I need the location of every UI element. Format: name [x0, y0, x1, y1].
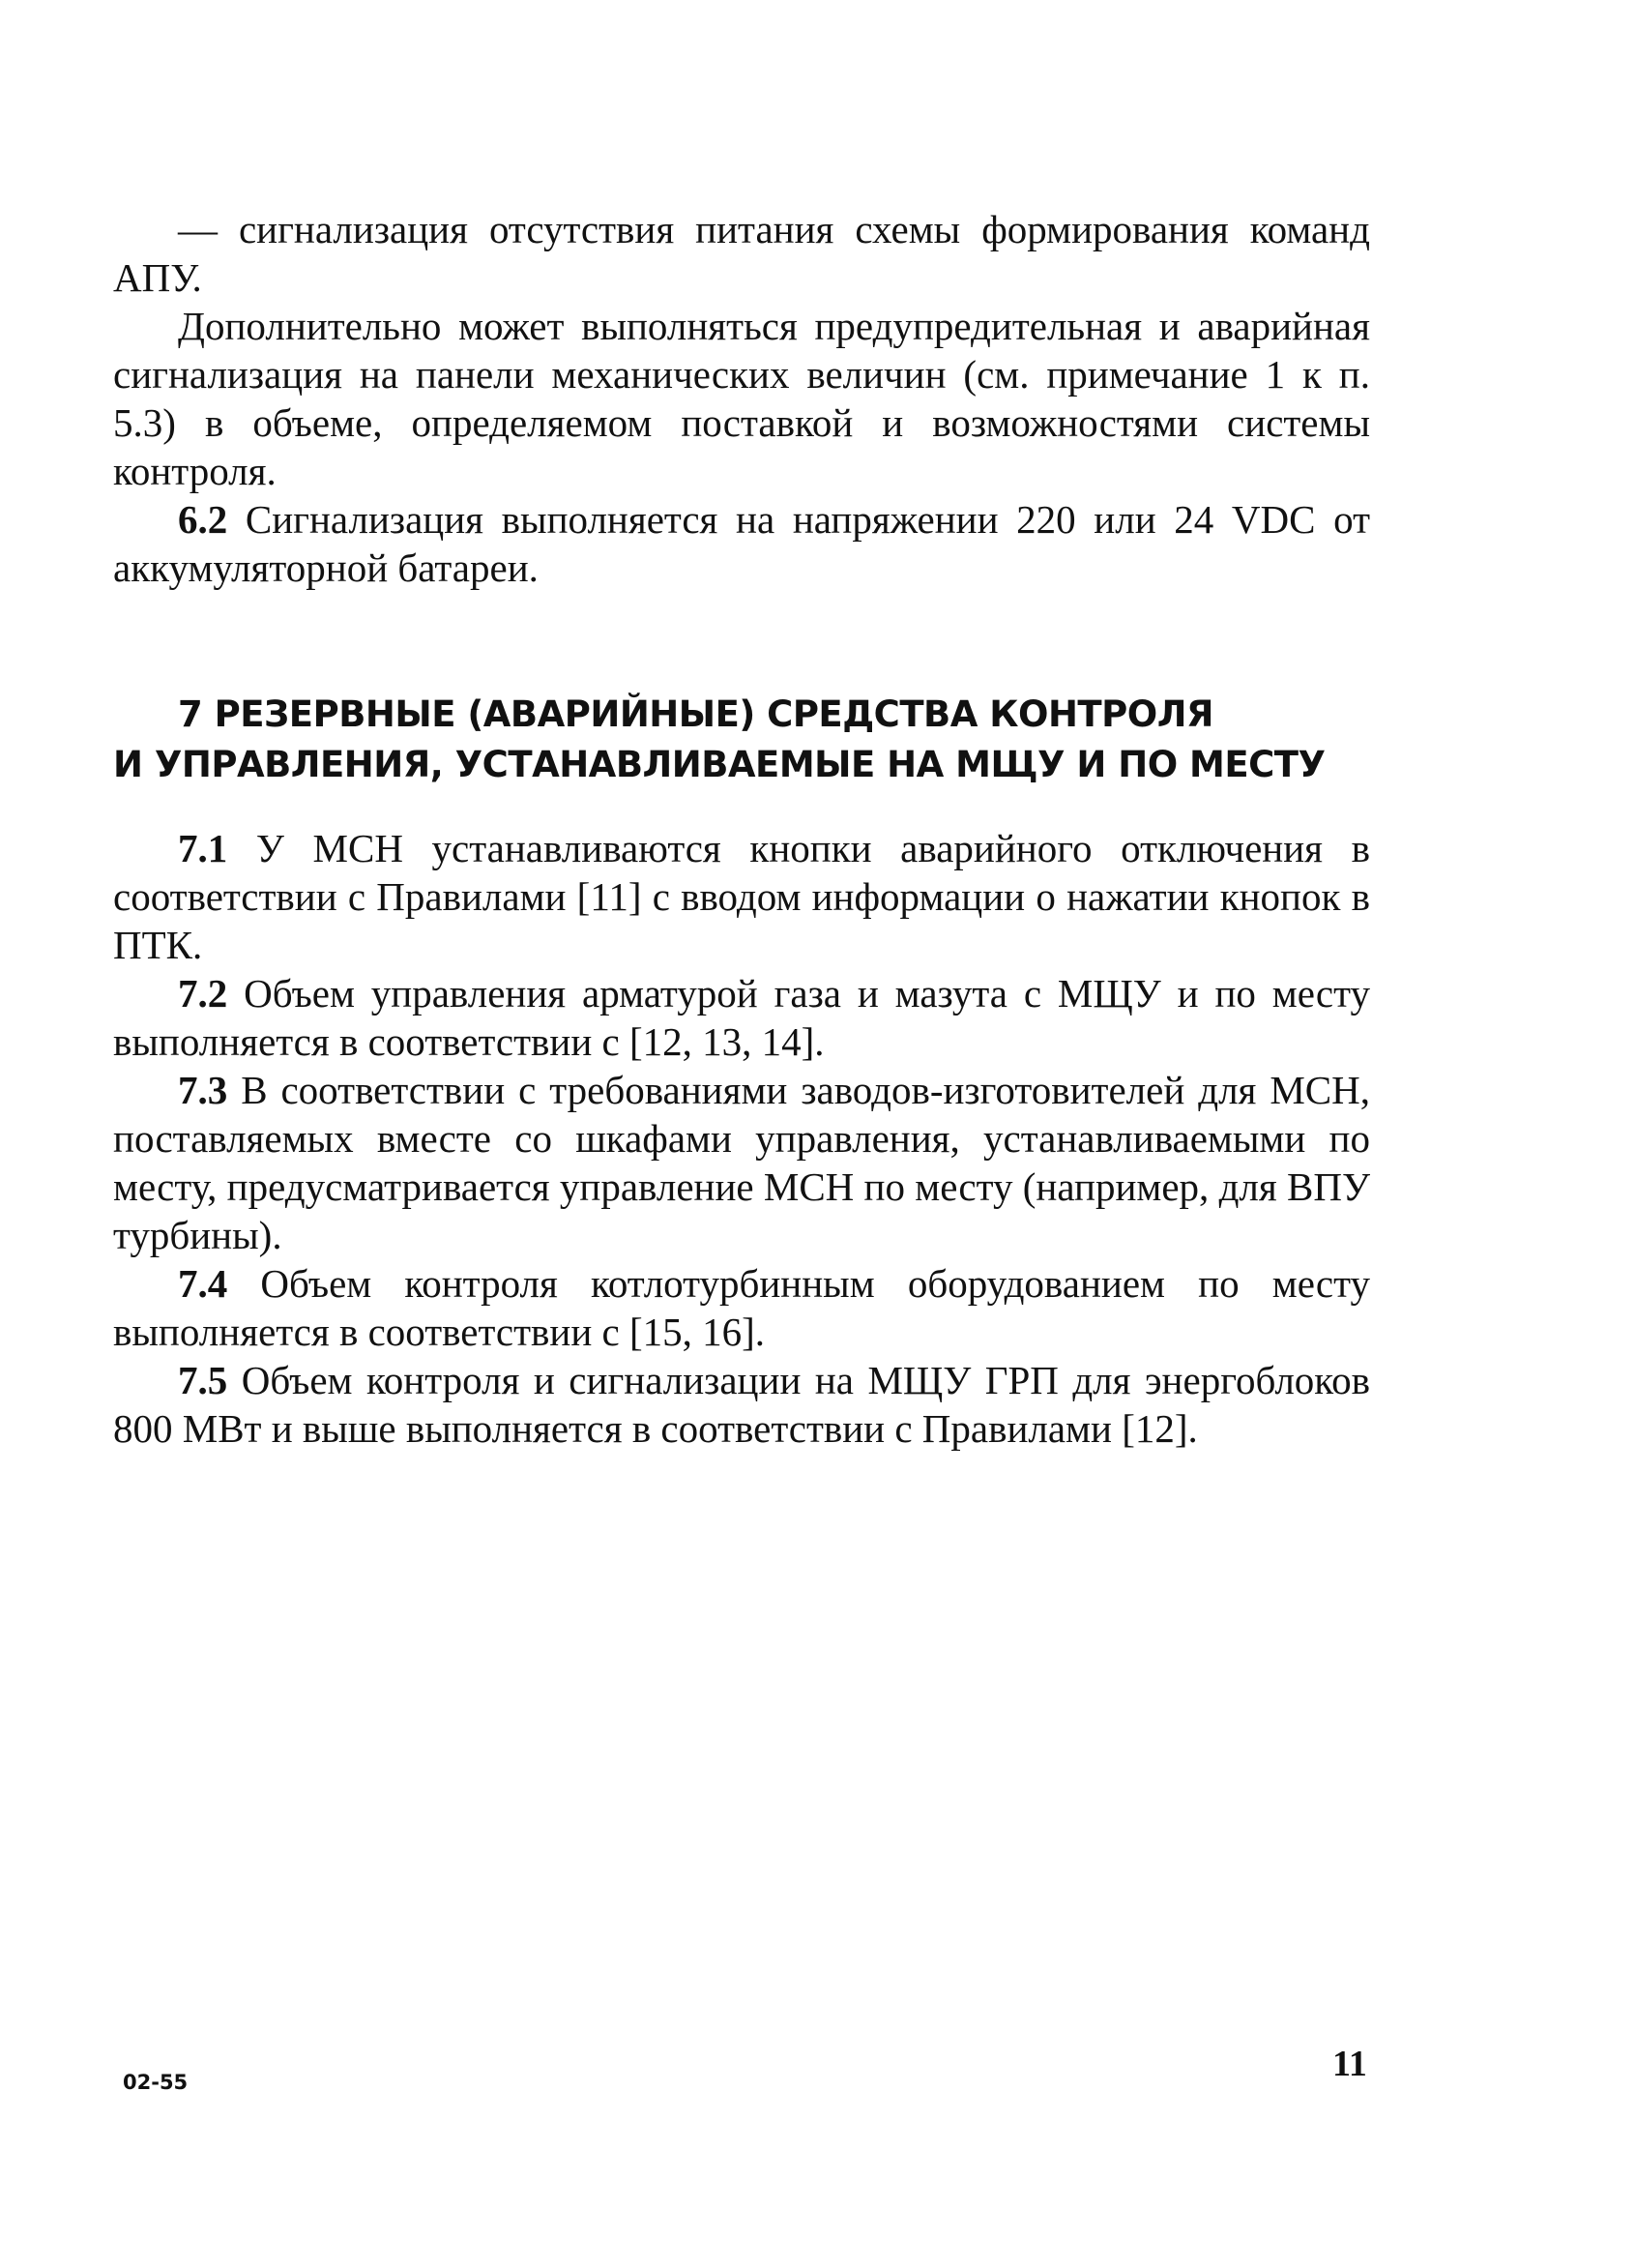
paragraph-number: 7.1 — [178, 826, 228, 870]
paragraph-7-2 — [113, 969, 1370, 1066]
heading-line-2: И УПРАВЛЕНИЯ, УСТАНАВЛИВАЕМЫЕ НА МЩУ И ПО МЕСТУ — [113, 744, 1326, 785]
paragraph-text: Объем управления арматурой газа и мазута с МЩУ и по месту выполняется в соответствии с [12, 13, 14]. — [113, 971, 1370, 1064]
paragraph-7-5 — [113, 1356, 1370, 1453]
paragraph-number: 6.2 — [178, 497, 228, 542]
section-6-continuation — [113, 205, 1370, 592]
paragraph-7-1 — [113, 824, 1370, 969]
footer-code: 02-55 — [123, 2071, 189, 2094]
paragraph-number: 7.5 — [178, 1358, 228, 1402]
paragraph-text: У МСН устанавливаются кнопки аварийного отключения в соответствии с Правилами [11] с вводом информации о нажатии кнопок в ПТК. — [113, 826, 1370, 967]
paragraph-number: 7.4 — [178, 1261, 228, 1306]
paragraph-text: В соответствии с требованиями заводов-изготовителей для МСН, поставляемых вместе со шкафами управления, устанавливаемыми по месту, предусматривается управление МСН по месту (например, для ВПУ турбины). — [113, 1068, 1370, 1257]
heading-line-1: 7 РЕЗЕРВНЫЕ (АВАРИЙНЫЕ) СРЕДСТВА КОНТРОЛЯ — [178, 693, 1213, 735]
bullet-paragraph: — сигнализация отсутствия питания схемы формирования команд АПУ. — [113, 207, 1370, 300]
paragraph-number: 7.3 — [178, 1068, 228, 1112]
paragraph-6-2 — [113, 495, 1370, 592]
paragraph-7-4 — [113, 1259, 1370, 1356]
page-number: 11 — [1332, 2044, 1367, 2084]
paragraph-text: Объем контроля котлотурбинным оборудованием по месту выполняется в соответствии с [15, 16]. — [113, 1261, 1370, 1354]
section-7-body — [113, 824, 1370, 1453]
paragraph-7-3 — [113, 1066, 1370, 1259]
section-7-heading — [113, 690, 1370, 790]
paragraph-text: Объем контроля и сигнализации на МЩУ ГРП для энергоблоков 800 МВт и выше выполняется в соответствии с Правилами [12]. — [113, 1358, 1370, 1451]
paragraph-text: Сигнализация выполняется на напряжении 220 или 24 VDC от аккумуляторной батареи. — [113, 497, 1370, 590]
additional-paragraph: Дополнительно может выполняться предупредительная и аварийная сигнализация на панели механических величин (см. примечание 1 к п. 5.3) в объеме, определяемом поставкой и возможностями системы контроля. — [113, 304, 1370, 493]
paragraph-number: 7.2 — [178, 971, 228, 1016]
